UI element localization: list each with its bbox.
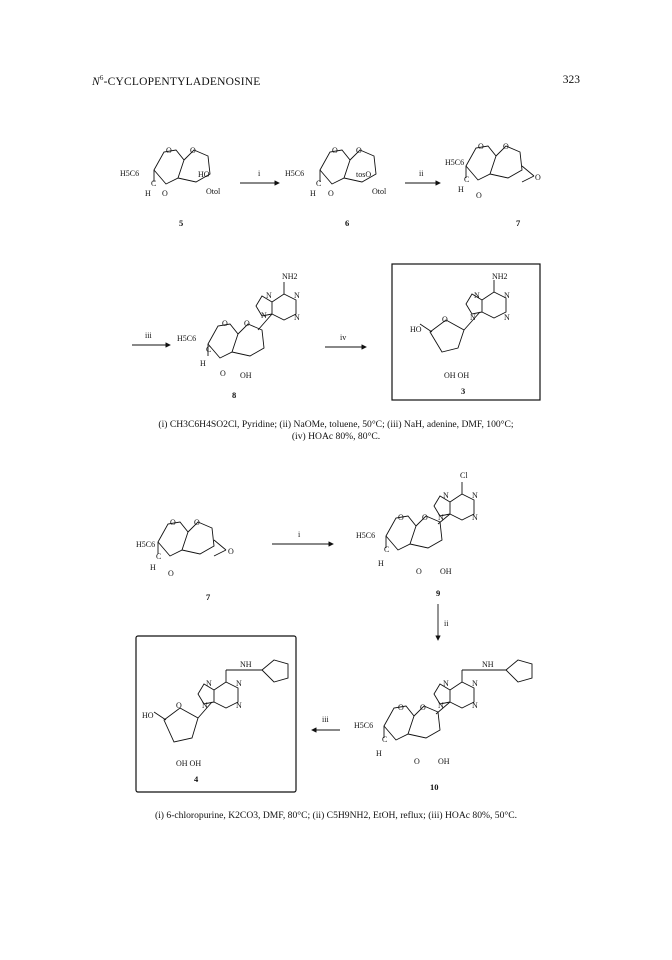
running-title: $N^6$-CYCLOPENTYLADENOSINE: [92, 74, 261, 88]
svg-text:H5C6: H5C6: [445, 158, 465, 167]
svg-text:HO: HO: [198, 170, 210, 179]
svg-text:N: N: [472, 679, 478, 688]
svg-text:N: N: [438, 701, 444, 710]
svg-text:N: N: [504, 313, 510, 322]
svg-text:iii: iii: [322, 715, 329, 724]
compound-8: [177, 272, 300, 400]
svg-text:7: 7: [516, 218, 521, 228]
arrow-scheme2-step-i: [272, 530, 333, 544]
svg-text:C: C: [151, 179, 157, 188]
arrow-step-iii: [132, 331, 170, 345]
arrow-scheme2-step-iii: [312, 715, 340, 730]
svg-text:OH: OH: [438, 757, 450, 766]
svg-text:O: O: [416, 567, 422, 576]
svg-text:C: C: [464, 175, 470, 184]
svg-text:H5C6: H5C6: [285, 169, 305, 178]
svg-text:N: N: [443, 491, 449, 500]
svg-text:i: i: [298, 530, 301, 539]
svg-text:3: 3: [461, 386, 466, 396]
svg-text:10: 10: [430, 782, 439, 792]
svg-text:8: 8: [232, 390, 237, 400]
svg-text:C: C: [206, 345, 212, 354]
svg-text:O: O: [398, 703, 404, 712]
arrow-step-i: [240, 169, 279, 183]
svg-text:4: 4: [194, 774, 199, 784]
svg-text:N: N: [472, 701, 478, 710]
svg-text:H5C6: H5C6: [120, 169, 140, 178]
svg-text:C: C: [156, 552, 162, 561]
svg-text:H: H: [376, 749, 382, 758]
svg-text:H: H: [378, 559, 384, 568]
svg-text:N: N: [236, 679, 242, 688]
svg-text:O: O: [478, 142, 484, 151]
svg-text:Otol: Otol: [206, 187, 221, 196]
svg-text:O: O: [442, 315, 448, 324]
svg-text:iv: iv: [340, 333, 347, 342]
svg-text:O: O: [162, 189, 168, 198]
compound-9: [356, 471, 478, 598]
svg-text:5: 5: [179, 218, 184, 228]
page-number: 323: [562, 74, 580, 86]
compound-4-boxed: [136, 636, 296, 792]
svg-text:9: 9: [436, 588, 441, 598]
svg-text:HO: HO: [142, 711, 154, 720]
svg-text:O: O: [222, 319, 228, 328]
svg-text:OH: OH: [240, 371, 252, 380]
svg-text:NH2: NH2: [282, 272, 298, 281]
svg-text:OH: OH: [440, 567, 452, 576]
svg-text:O: O: [503, 142, 509, 151]
svg-text:N: N: [261, 311, 267, 320]
svg-text:C: C: [384, 545, 390, 554]
svg-text:C: C: [382, 735, 388, 744]
svg-text:H: H: [458, 185, 464, 194]
svg-text:HO: HO: [410, 325, 422, 334]
svg-text:N: N: [202, 701, 208, 710]
svg-text:N: N: [443, 679, 449, 688]
svg-text:O: O: [176, 701, 182, 710]
svg-text:N: N: [236, 701, 242, 710]
svg-text:O: O: [228, 547, 234, 556]
svg-text:H: H: [310, 189, 316, 198]
svg-text:H: H: [150, 563, 156, 572]
svg-text:O: O: [194, 518, 200, 527]
svg-text:H: H: [145, 189, 151, 198]
svg-text:iii: iii: [145, 331, 152, 340]
svg-text:7: 7: [206, 592, 211, 602]
scheme1-caption-line2: (iv) HOAc 80%, 80°C.: [291, 431, 381, 442]
svg-text:Otol: Otol: [372, 187, 387, 196]
scheme2-caption: (i) 6-chloropurine, K2CO3, DMF, 80°C; (ii) C5H9NH2, EtOH, reflux; (iii) HOAc 80%, 50°C.: [154, 810, 518, 821]
arrow-scheme2-step-ii: [438, 604, 449, 640]
svg-text:H5C6: H5C6: [136, 540, 156, 549]
svg-text:Cl: Cl: [460, 471, 468, 480]
svg-text:tosO: tosO: [356, 170, 372, 179]
compound-7b: [136, 518, 234, 602]
svg-text:H: H: [200, 359, 206, 368]
arrow-step-ii: [405, 169, 440, 183]
svg-text:O: O: [476, 191, 482, 200]
svg-text:O: O: [166, 146, 172, 155]
svg-text:O: O: [244, 319, 250, 328]
svg-text:O: O: [414, 757, 420, 766]
svg-text:C: C: [316, 179, 322, 188]
svg-text:i: i: [258, 169, 261, 178]
compound-7: [445, 142, 541, 228]
svg-text:OH OH: OH OH: [444, 371, 470, 380]
svg-text:N: N: [294, 313, 300, 322]
svg-text:O: O: [190, 146, 196, 155]
svg-text:NH2: NH2: [492, 272, 508, 281]
svg-text:O: O: [422, 513, 428, 522]
compound-5: [120, 146, 221, 228]
svg-text:N: N: [266, 291, 272, 300]
compound-3-boxed: [392, 264, 540, 400]
svg-text:N: N: [472, 513, 478, 522]
svg-text:N: N: [294, 291, 300, 300]
svg-text:H5C6: H5C6: [354, 721, 374, 730]
svg-text:N: N: [472, 491, 478, 500]
svg-text:O: O: [168, 569, 174, 578]
compound-10: [354, 660, 532, 792]
svg-text:O: O: [356, 146, 362, 155]
svg-text:H5C6: H5C6: [356, 531, 376, 540]
svg-text:O: O: [332, 146, 338, 155]
svg-text:ii: ii: [419, 169, 424, 178]
compound-6: [285, 146, 387, 228]
svg-text:ii: ii: [444, 619, 449, 628]
scheme1-caption-line1: (i) CH3C6H4SO2Cl, Pyridine; (ii) NaOMe, toluene, 50°C; (iii) NaH, adenine, DMF, 100°C;: [158, 419, 514, 430]
arrow-step-iv: [325, 333, 366, 347]
svg-text:O: O: [220, 369, 226, 378]
svg-text:O: O: [420, 703, 426, 712]
svg-text:O: O: [398, 513, 404, 522]
svg-text:O: O: [328, 189, 334, 198]
svg-text:NH: NH: [482, 660, 494, 669]
svg-text:N: N: [438, 513, 444, 522]
svg-text:O: O: [170, 518, 176, 527]
svg-text:O: O: [535, 173, 541, 182]
svg-text:OH OH: OH OH: [176, 759, 202, 768]
scheme1-caption: [60, 419, 612, 443]
svg-text:N: N: [474, 291, 480, 300]
svg-text:6: 6: [345, 218, 350, 228]
svg-text:N: N: [206, 679, 212, 688]
svg-text:H5C6: H5C6: [177, 334, 197, 343]
svg-text:N: N: [470, 313, 476, 322]
svg-text:NH: NH: [240, 660, 252, 669]
svg-text:N: N: [504, 291, 510, 300]
